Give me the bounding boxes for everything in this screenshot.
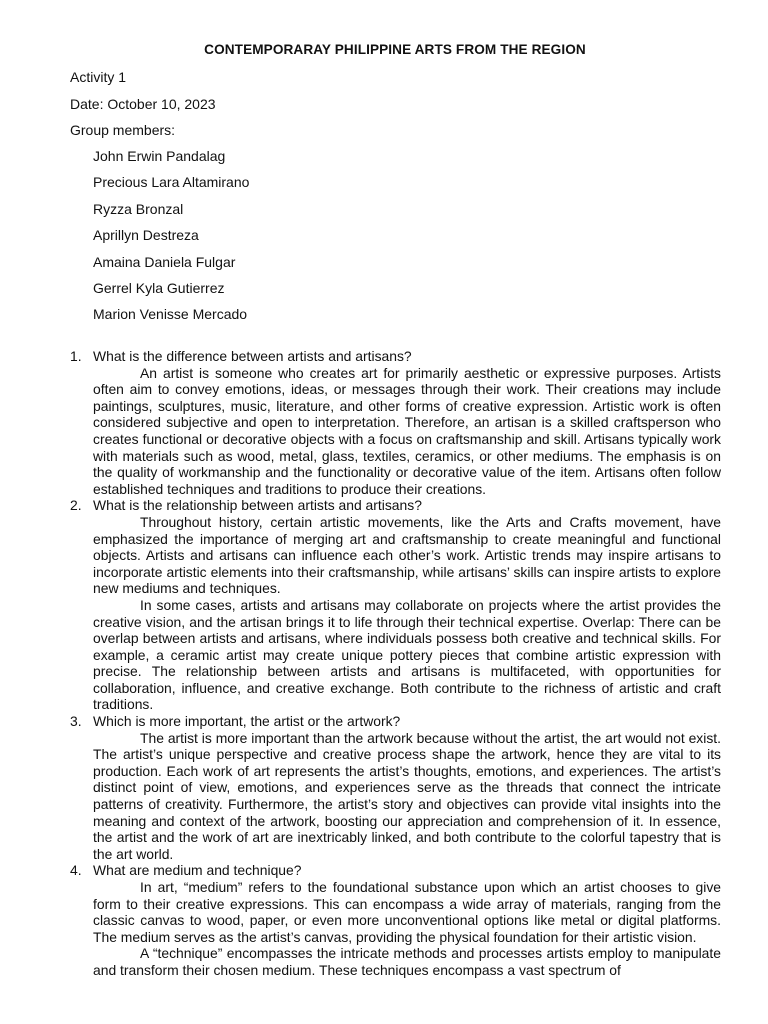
answer-paragraph: In art, “medium” refers to the foundational substance upon which an artist chooses to give form to their creative expressions. This can encompass a wide array of materials, ranging from the classic canvas to wood, paper, or even more unconventional options like metal or digital platforms. The medium serves as the artist’s canvas, providing the physical foundation for their artistic vision. xyxy=(93,879,721,945)
member-name: Ryzza Bronzal xyxy=(93,200,184,217)
member-name: Amaina Daniela Fulgar xyxy=(93,253,236,270)
member-name: Gerrel Kyla Gutierrez xyxy=(93,279,225,296)
answer-paragraph: An artist is someone who creates art for primarily aesthetic or expressive purposes. Artists often aim to convey emotions, ideas, or messages through their work. Their creations may include paintings, sculptures, music, literature, and other forms of creative expression. Artistic work is often considered subjective and open to interpretation. Therefore, an artisan is a skilled craftsperson who creates functional or decorative objects with a focus on craftsmanship and skill. Artisans typically work with materials such as wood, metal, glass, textiles, ceramics, or other mediums. The emphasis is on the quality of workmanship and the functionality or decorative value of the item. Artisans often follow established techniques and traditions to produce their creations. xyxy=(93,364,721,497)
question-list xyxy=(70,348,721,979)
member-list xyxy=(93,147,249,332)
question-heading xyxy=(70,713,721,730)
question-text: What is the difference between artists and artisans? xyxy=(93,348,412,364)
question-number: 3. xyxy=(70,713,82,730)
question-heading xyxy=(70,862,721,879)
member-name: Aprillyn Destreza xyxy=(93,227,199,244)
answer-paragraph: In some cases, artists and artisans may collaborate on projects where the artist provides the creative vision, and the artisan brings it to life through their technical expertise. Overlap: There can be overlap between artists and artisans, where individuals possess both creative and technical skills. For example, a ceramic artist may create unique pottery pieces that combine artistic expression with precise. The relationship between artists and artisans is multifaceted, with opportunities for collaboration, influence, and creative exchange. Both contribute to the richness of artistic and craft traditions. xyxy=(93,596,721,713)
activity-label: Activity 1 xyxy=(70,69,127,85)
document-title: CONTEMPORARAY PHILIPPINE ARTS FROM THE REGION xyxy=(204,42,586,57)
question-text: What is the relationship between artists and artisans? xyxy=(93,497,422,514)
question-number: 2. xyxy=(70,497,82,514)
question-item xyxy=(70,862,721,978)
question-item xyxy=(70,497,721,713)
question-number: 4. xyxy=(70,862,82,879)
question-number: 1. xyxy=(70,348,82,364)
answer-paragraph: Throughout history, certain artistic movements, like the Arts and Crafts movement, have emphasized the importance of merging art and craftsmanship to create meaningful and functional objects. Artists and artisans can influence each other’s work. Artistic trends may inspire artisans to incorporate artistic elements into their craftsmanship, while artisans’ skills can inspire artists to explore new mediums and techniques. xyxy=(93,513,721,597)
question-text: Which is more important, the artist or the artwork? xyxy=(93,713,401,730)
member-name: Marion Venisse Mercado xyxy=(93,306,248,323)
group-members-label: Group members: xyxy=(70,122,176,138)
question-heading xyxy=(70,497,721,514)
question-heading xyxy=(70,348,721,365)
member-name: Precious Lara Altamirano xyxy=(93,174,250,191)
answer-paragraph: The artist is more important than the artwork because without the artist, the art would not exist. The artist’s unique perspective and creative process shape the artwork, hence they are vital to its production. Each work of art represents the artist’s thoughts, emotions, and experiences. The artist’s distinct point of view, emotions, and experiences serve as the threads that connect the intricate patterns of creativity. Furthermore, the artist’s story and objectives can provide vital insights into the meaning and context of the artwork, boosting our appreciation and comprehension of it. In essence, the artist and the work of art are inextricably linked, and both contribute to the colorful tapestry that is the art world. xyxy=(93,729,721,862)
question-item xyxy=(70,713,721,862)
question-text: What are medium and technique? xyxy=(93,862,302,879)
answer-paragraph: A “technique” encompasses the intricate methods and processes artists employ to manipulate and transform their chosen medium. These techniques encompass a vast spectrum of xyxy=(93,945,721,978)
date-line: Date: October 10, 2023 xyxy=(70,96,216,112)
question-item xyxy=(70,348,721,497)
member-name: John Erwin Pandalag xyxy=(93,148,226,164)
